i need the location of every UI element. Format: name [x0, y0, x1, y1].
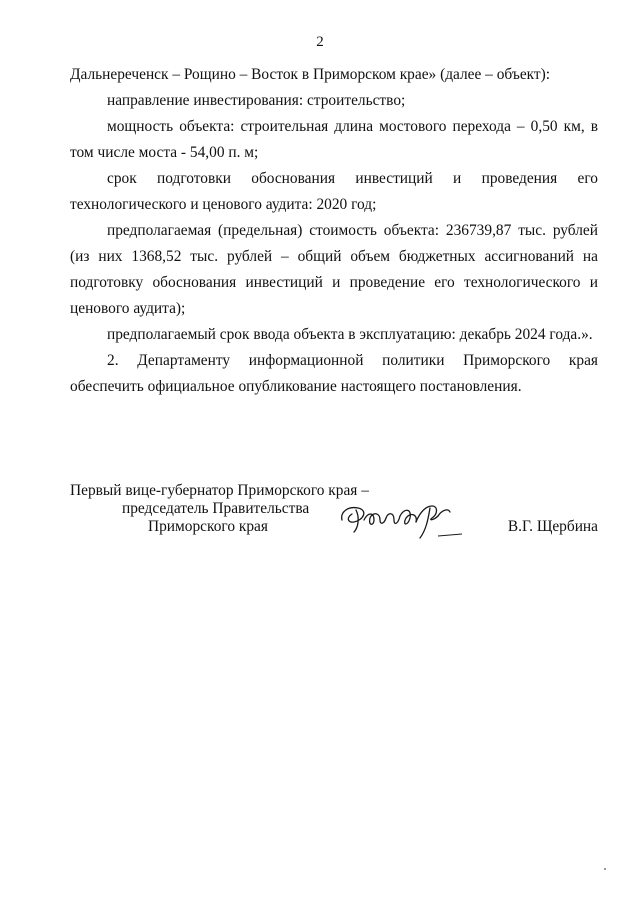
signatory-name: В.Г. Щербина	[507, 518, 598, 535]
signatory-position-line3: Приморского края	[148, 518, 268, 535]
page-number: 2	[316, 34, 324, 50]
paragraph-publication-order: 2. Департаменту информационной политики Приморского края обеспечить официальное опубликование настоящего постановления.	[70, 352, 598, 395]
signatory-position-line1: Первый вице-губернатор Приморского края –	[70, 482, 369, 499]
signatory-position-line2: председатель Правительства	[122, 500, 310, 517]
paragraph-preparation-term: срок подготовки обоснования инвестиций и проведения его технологического и ценового аудита: 2020 год;	[70, 170, 598, 213]
paragraph-estimated-cost: предполагаемая (предельная) стоимость объекта: 236739,87 тыс. рублей (из них 1368,52 тыс. рублей – общий объем бюджетных ассигнований на подготовку обоснования инвестиций и проведение его технологического и ценового аудита);	[70, 222, 598, 317]
scan-speck	[604, 868, 606, 870]
paragraph-object-name: Дальнереченск – Рощино – Восток в Приморском крае» (далее – объект):	[70, 66, 551, 83]
paragraph-investment-direction: направление инвестирования: строительство;	[107, 92, 406, 109]
signature-block	[70, 482, 598, 552]
handwritten-signature	[334, 490, 464, 542]
document-body	[70, 62, 598, 400]
paragraph-commissioning-term: предполагаемый срок ввода объекта в эксплуатацию: декабрь 2024 года.».	[107, 326, 593, 343]
paragraph-object-capacity: мощность объекта: строительная длина мостового перехода – 0,50 км, в том числе моста - 54,00 п. м;	[70, 118, 598, 161]
